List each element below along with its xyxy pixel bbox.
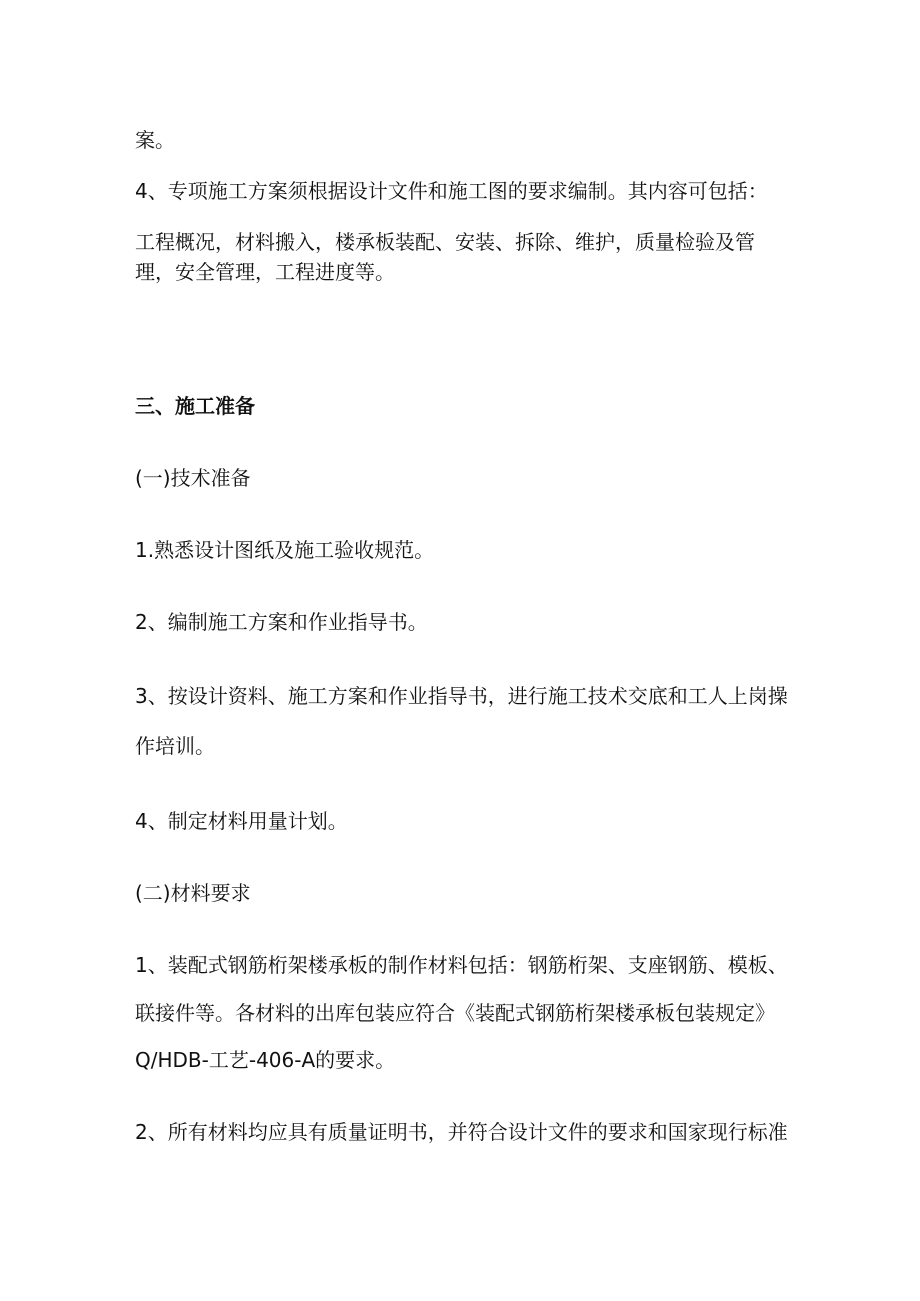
list-item: 4、专项施工方案须根据设计文件和施工图的要求编制。其内容可包括：: [135, 179, 768, 203]
list-item: 2、所有材料均应具有质量证明书，并符合设计文件的要求和国家现行标准: [135, 1120, 788, 1144]
list-item: 1、装配式钢筋桁架楼承板的制作材料包括：钢筋桁架、支座钢筋、模板、: [135, 953, 788, 977]
subsection-heading: (一)技术准备: [135, 466, 251, 490]
subsection-heading: (二)材料要求: [135, 881, 251, 905]
section-heading: 三、施工准备: [135, 394, 255, 418]
list-item-continuation: 联接件等。各材料的出库包装应符合《装配式钢筋桁架楼承板包装规定》: [135, 1001, 775, 1025]
paragraph-fragment: 案。: [135, 128, 175, 152]
list-item: 1.熟悉设计图纸及施工验收规范。: [135, 538, 435, 562]
paragraph-line: 工程概况，材料搬入，楼承板装配、安装、拆除、维护，质量检验及管: [135, 230, 755, 254]
list-item: 3、按设计资料、施工方案和作业指导书，进行施工技术交底和工人上岗操: [135, 684, 788, 708]
list-item: 2、编制施工方案和作业指导书。: [135, 610, 428, 634]
list-item-continuation: Q/HDB-工艺-406-A的要求。: [135, 1048, 396, 1072]
list-item-continuation: 作培训。: [135, 734, 215, 758]
paragraph-line: 理，安全管理，工程进度等。: [135, 260, 395, 284]
list-item: 4、制定材料用量计划。: [135, 809, 348, 833]
